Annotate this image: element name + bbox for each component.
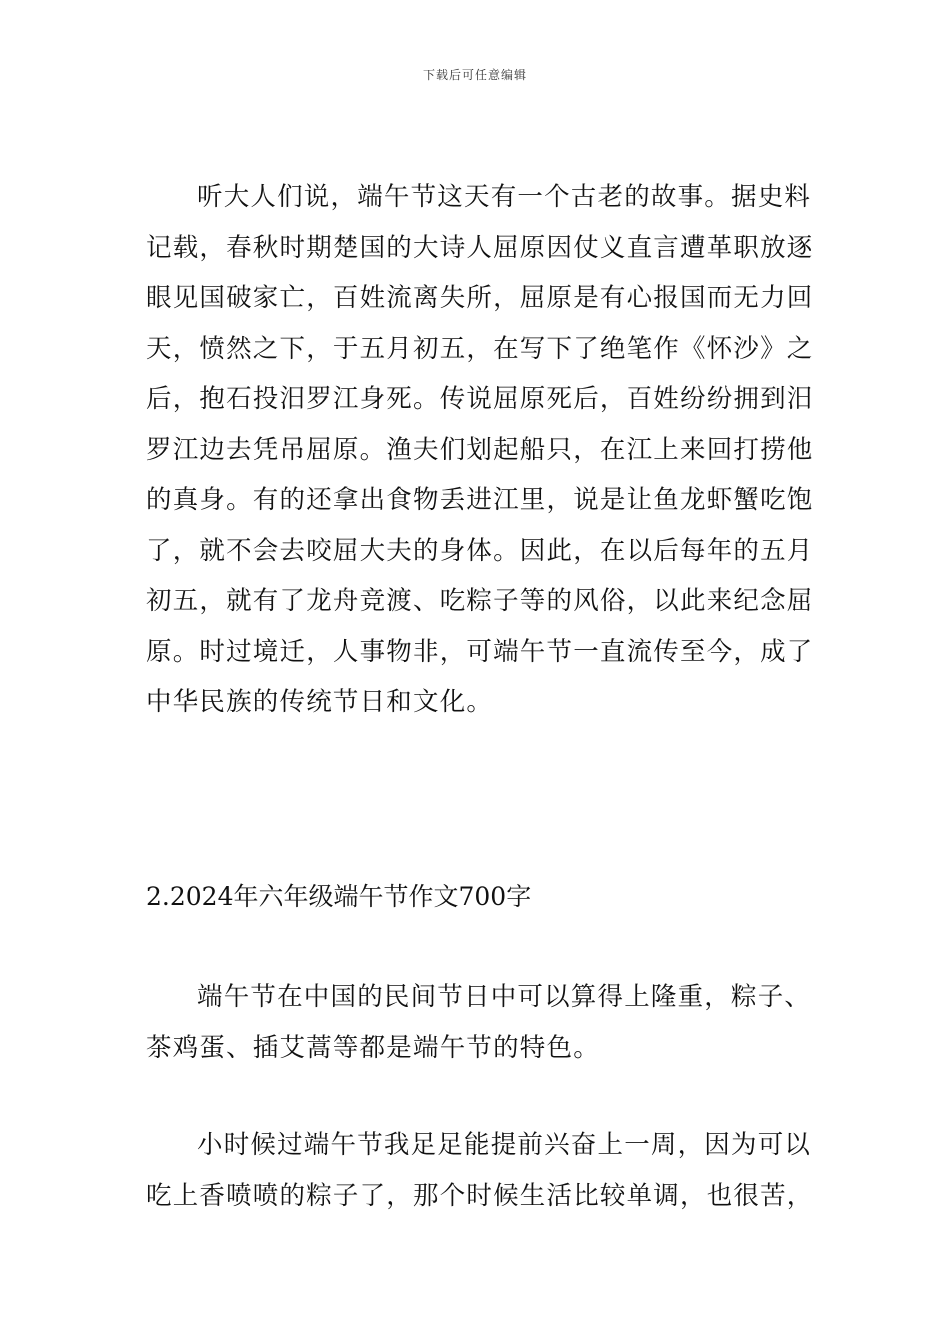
paragraph-line: 眼见国破家亡，百姓流离失所，屈原是有心报国而无力回 bbox=[146, 283, 814, 313]
paragraph-line: 天，愤然之下，于五月初五，在写下了绝笔作《怀沙》之 bbox=[146, 333, 814, 364]
paragraph-dragon-boat-story bbox=[146, 172, 814, 728]
paragraph-line: 后，抱石投汨罗江身死。传说屈原死后，百姓纷纷拥到汨 bbox=[146, 384, 814, 414]
paragraph-line: 听大人们说，端午节这天有一个古老的故事。据史料 bbox=[197, 182, 812, 212]
paragraph-line: 初五，就有了龙舟竞渡、吃粽子等的风俗，以此来纪念屈 bbox=[146, 586, 814, 616]
paragraph-line: 茶鸡蛋、插艾蒿等都是端午节的特色。 bbox=[146, 1032, 600, 1063]
paragraph-festival-intro bbox=[146, 972, 811, 1073]
section-heading: 2.2024年六年级端午节作文700字 bbox=[146, 882, 532, 911]
paragraph-childhood-memory bbox=[146, 1120, 814, 1221]
paragraph-line: 端午节在中国的民间节日中可以算得上隆重，粽子、 bbox=[197, 982, 812, 1012]
paragraph-line: 原。时过境迁，人事物非，可端午节一直流传至今，成了 bbox=[146, 636, 814, 667]
paragraph-line: 吃上香喷喷的粽子了，那个时候生活比较单调，也很苦， bbox=[146, 1180, 814, 1211]
paragraph-line: 罗江边去凭吊屈原。渔夫们划起船只，在江上来回打捞他 bbox=[146, 434, 814, 465]
paragraph-line: 记载，春秋时期楚国的大诗人屈原因仗义直言遭革职放逐 bbox=[146, 232, 814, 263]
paragraph-line: 了，就不会去咬屈大夫的身体。因此，在以后每年的五月 bbox=[146, 535, 814, 566]
header-note: 下载后可任意编辑 bbox=[422, 68, 527, 82]
paragraph-line: 的真身。有的还拿出食物丢进江里，说是让鱼龙虾蟹吃饱 bbox=[146, 485, 814, 515]
paragraph-line: 中华民族的传统节日和文化。 bbox=[146, 687, 494, 717]
paragraph-line: 小时候过端午节我足足能提前兴奋上一周，因为可以 bbox=[197, 1130, 812, 1160]
